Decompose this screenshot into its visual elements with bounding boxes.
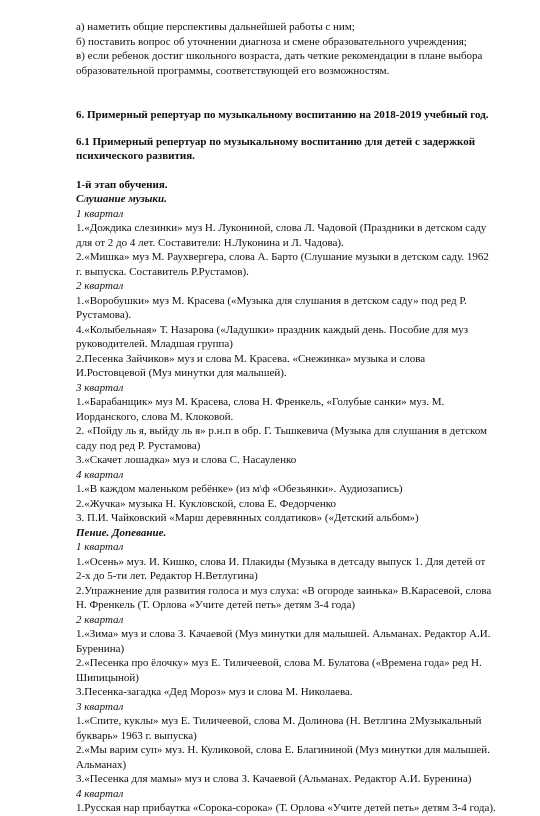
singing-q1-item: 1.«Осень» муз. И. Кишко, слова И. Плакиды (Музыка в детсаду выпуск 1. Для детей от 2-х до 5-ти лет. Редактор Н.Ветлугина) [76,555,486,582]
listening-q3-item: 3.«Скачет лошадка» муз и слова С. Насауленко [76,454,297,466]
stage-heading: 1-й этап обучения. [76,178,168,191]
listening-q4-item: 2.«Жучка» музыка Н. Кукловской, слова Е. Федорченко [76,497,336,510]
section-6-1-heading: 6.1 Примерный репертуар по музыкальному воспитанию для детей с задержкой психического развития. [76,135,476,162]
singing-q3-item: 3.«Песенка для мамы» муз и слова З. Качаевой (Альманах. Редактор А.И. Буренина) [76,773,472,785]
listening-q1-item: 2.«Мишка» муз М. Раухвергера, слова А. Барто (Слушание музыки в детском саду. 1962 г. выпуска. Составитель Р.Рустамов). [76,251,489,278]
listening-quarter-4-label: 4 квартал [76,468,124,481]
intro-item-b: б) поставить вопрос об уточнении диагноза и смене образовательного учреждения; [76,35,467,48]
singing-q4-item: 1.Русская нар прибаутка «Сорока-сорока» (Т. Орлова «Учите детей петь» детям 3-4 года). [76,802,496,814]
listening-quarter-2-label: 2 квартал [76,280,124,292]
singing-q1-item: 2.Упражнение для развития голоса и муз слуха: «В огороде заинька» В.Карасевой, слова Н. Френкель (Т. Орлова «Учите детей петь» детям 3-4 года) [76,584,492,611]
singing-q2-item: 1.«Зима» муз и слова З. Качаевой (Муз минутки для малышей. Альманах. Редактор А.И. Буренина) [76,628,491,655]
intro-item-c: в) если ребенок достиг школьного возраста, дать четкие рекомендации в плане выбора образовательной программы, соответствующей его возможностям. [76,50,483,77]
listening-q4-item: 3. П.И. Чайковский «Марш деревянных солдатиков» («Детский альбом») [76,512,419,524]
listening-q3-item: 1.«Барабанщик» муз М. Красева, слова Н. Френкель, «Голубые санки» муз. М. Иорданского, слова М. Клоковой. [76,396,445,423]
singing-q2-item: 3.Песенка-загадка «Дед Мороз» муз и слова М. Николаева. [76,686,353,698]
singing-q2-item: 2.«Песенка про ёлочку» муз Е. Тиличеевой, слова М. Булатова («Времена года» ред Н. Шипицыной) [76,657,482,684]
section-6-heading: 6. Примерный репертуар по музыкальному воспитанию на 2018-2019 учебный год. [76,109,489,121]
singing-q3-item: 2.«Мы варим суп» муз. Н. Куликовой, слова Е. Благининой (Муз минутки для малышей. Альманах) [76,744,490,771]
singing-quarter-4-label: 4 квартал [76,787,124,800]
singing-q3-item: 1.«Спите, куклы» муз Е. Тиличеевой, слова М. Долинова (Н. Ветлгина 2Музыкальный букварь» 1963 г. выпуска) [76,715,482,742]
listening-quarter-3-label: 3 квартал [76,381,124,394]
document-body [76,20,496,816]
singing-quarter-1-label: 1 квартал [76,541,124,553]
listening-q1-item: 1.«Дождика слезинки» муз Н. Лукониной, слова Л. Чадовой (Праздники в детском саду для от 2 до 4 лет. Составители: Н.Луконина и Л. Чадова). [76,222,487,249]
singing-quarter-2-label: 2 квартал [76,613,124,626]
singing-heading: Пение. Допевание. [76,526,167,539]
listening-q2-item: 1.«Воробушки» муз М. Красева («Музыка для слушания в детском саду» под ред Р. Рустамова). [76,294,467,321]
listening-q2-item: 4.«Колыбельная» Т. Назарова («Ладушки» праздник каждый день. Пособие для муз руководителей. Младшая группа) [76,323,469,350]
singing-quarter-3-label: 3 квартал [76,700,124,713]
listening-heading: Слушание музыки. [76,193,167,205]
listening-quarter-1-label: 1 квартал [76,207,124,220]
listening-q4-item: 1.«В каждом маленьком ребёнке» (из м\ф «Обезьянки». Аудиозапись) [76,483,403,495]
listening-q3-item: 2. «Пойду ль я, выйду ль я» р.н.п в обр. Г. Тышкевича (Музыка для слушания в детском саду под ред Р. Рустамова) [76,425,487,452]
listening-q2-item: 2.Песенка Зайчиков» муз и слова М. Красева. «Снежинка» музыка и слова И.Ростовцевой (Муз минутки для малышей). [76,352,426,379]
intro-item-a: а) наметить общие перспективы дальнейшей работы с ним; [76,21,355,33]
